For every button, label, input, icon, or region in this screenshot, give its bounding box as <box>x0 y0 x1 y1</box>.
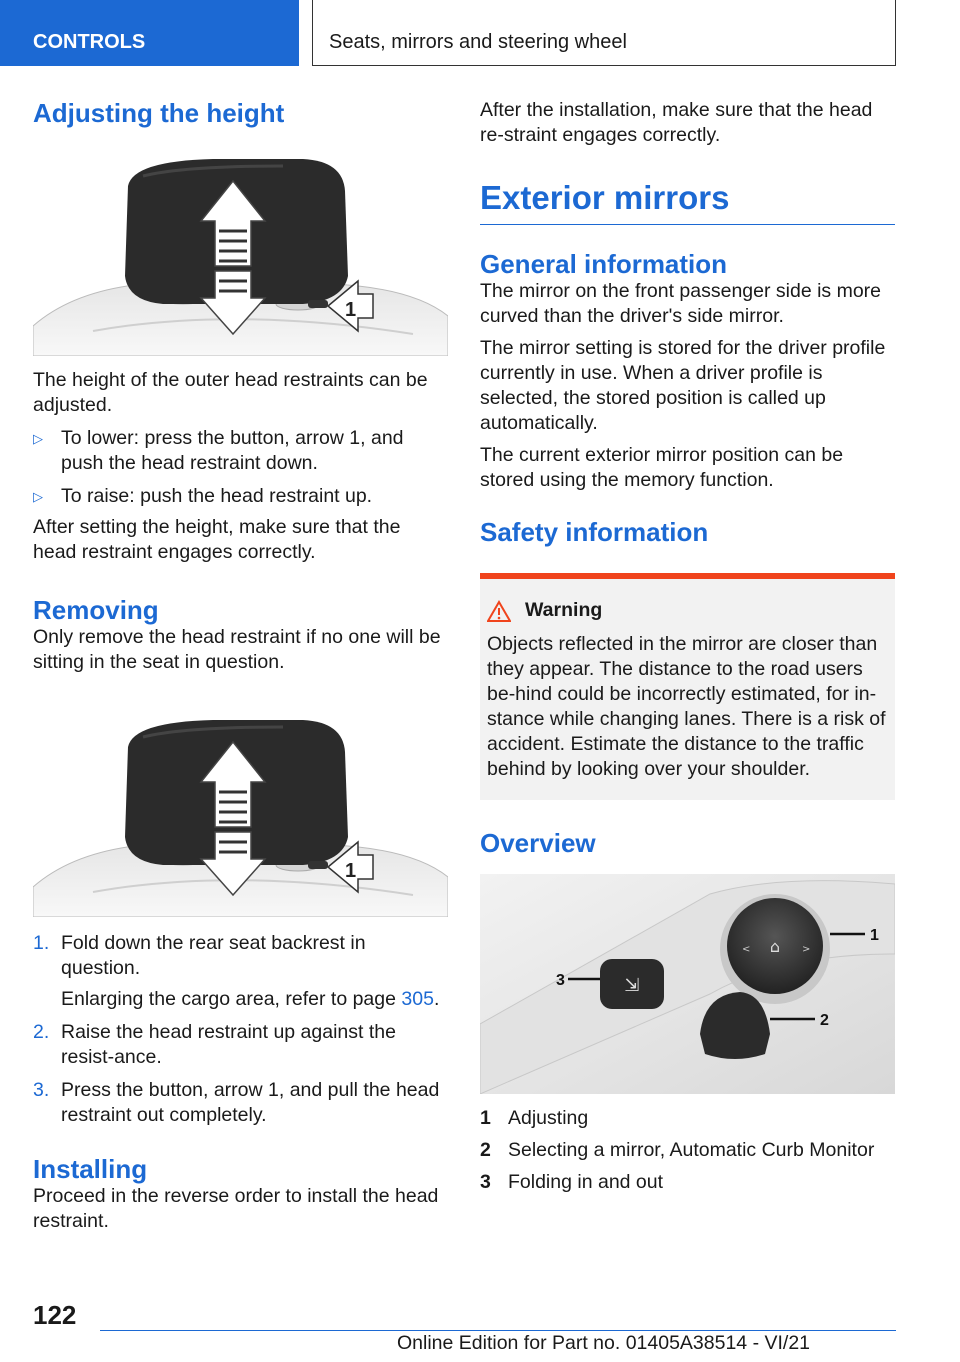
paragraph-general-2: The mirror setting is stored for the driver profile currently in use. When a driver profile is selected, the stored position is called up automatically. <box>480 337 886 434</box>
step-1-reference: Enlarging the cargo area, refer to page 305. <box>61 988 440 1010</box>
triangle-bullet-icon: ▷ <box>33 431 43 446</box>
heading-overview: Overview <box>480 828 596 858</box>
step-2: 2. Raise the head restraint up against the resist-ance. <box>33 1021 396 1068</box>
page-number: 122 <box>33 1300 77 1330</box>
bullet-lower: ▷ To lower: press the button, arrow 1, and push the head restraint down. <box>33 427 404 474</box>
paragraph-removing: Only remove the head restraint if no one will be sitting in the seat in question. <box>33 626 441 673</box>
paragraph-general-1: The mirror on the front passenger side is more curved than the driver's side mirror. <box>480 280 882 327</box>
left-column <box>33 98 448 1234</box>
paragraph-installing: Proceed in the reverse order to install the head restraint. <box>33 1185 439 1232</box>
page-header <box>0 0 960 66</box>
svg-text:⇲: ⇲ <box>624 975 640 996</box>
bullet-raise: ▷ To raise: push the head restraint up. <box>33 485 373 507</box>
svg-text:<: < <box>742 944 751 955</box>
section-tab: CONTROLS <box>0 0 299 66</box>
mirror-controls-image <box>480 874 895 1094</box>
legend-item-1: 1 Adjusting <box>480 1107 589 1129</box>
page-link-305[interactable]: 305 <box>401 988 434 1010</box>
heading-general-information: General information <box>480 249 728 279</box>
heading-installing: Installing <box>33 1154 148 1184</box>
arrow-label-1: 1 <box>345 860 357 882</box>
headrest-image-2 <box>33 717 448 917</box>
heading-adjusting-height: Adjusting the height <box>33 98 285 128</box>
footer-divider <box>100 1330 896 1331</box>
legend-item-3: 3 Folding in and out <box>480 1171 664 1193</box>
chapter-title: Seats, mirrors and steering wheel <box>312 0 896 66</box>
triangle-bullet-icon: ▷ <box>33 489 43 504</box>
legend-item-2: 2 Selecting a mirror, Automatic Curb Monitor <box>480 1139 875 1161</box>
right-column <box>480 98 895 1195</box>
paragraph-general-3: The current exterior mirror position can be stored using the memory function. <box>480 444 844 491</box>
heading-removing: Removing <box>33 595 159 625</box>
warning-triangle-icon <box>487 600 511 622</box>
footer-edition: Online Edition for Part no. 01405A38514 - VI/21 <box>396 1332 811 1354</box>
arrow-label-1: 1 <box>345 299 357 321</box>
svg-text:>: > <box>802 944 811 955</box>
paragraph-after-height: After setting the height, make sure that the head restraint engages correctly. <box>33 516 401 563</box>
warning-title: Warning <box>487 599 888 622</box>
heading-exterior-mirrors: Exterior mirrors <box>480 178 895 225</box>
step-3: 3. Press the button, arrow 1, and pull the head restraint out completely. <box>33 1079 440 1126</box>
paragraph-after-install: After the installation, make sure that the head re-straint engages correctly. <box>480 99 873 146</box>
svg-text:3: 3 <box>556 972 565 989</box>
headrest-image-1 <box>33 156 448 356</box>
heading-safety-information: Safety information <box>480 517 709 547</box>
step-1: 1. Fold down the rear seat backrest in question. <box>33 932 366 979</box>
warning-text: Objects reflected in the mirror are closer than they appear. The distance to the road users be-hind could be incorrectly estimated, for in-stance while changing lanes. There is a risk of accident. Estimate the distance to the traffic behind by looking over your shoulder. <box>487 633 886 780</box>
svg-text:2: 2 <box>820 1012 829 1029</box>
warning-box <box>480 573 895 800</box>
svg-text:1: 1 <box>870 927 879 944</box>
svg-text:⌂: ⌂ <box>769 937 781 956</box>
paragraph-height: The height of the outer head restraints can be adjusted. <box>33 369 428 416</box>
